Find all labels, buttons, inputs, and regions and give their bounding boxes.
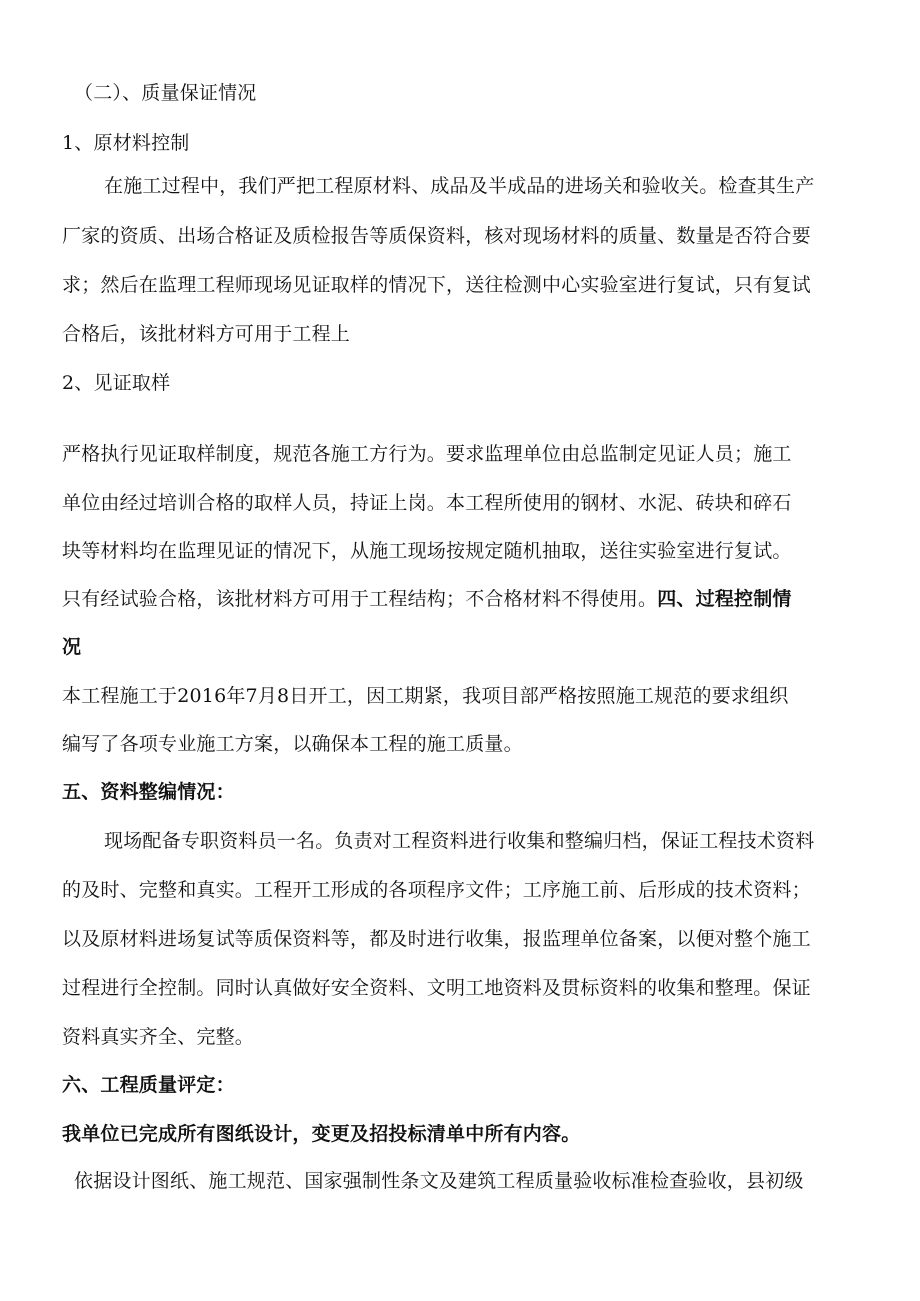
- subsection-1-paragraph-line: 在施工过程中，我们严把工程原材料、成品及半成品的进场关和验收关。检查其生产: [104, 175, 815, 197]
- section-5-paragraph-line: 以及原材料进场复试等质保资料等，都及时进行收集，报监理单位备案，以便对整个施工: [62, 928, 811, 950]
- section-4-paragraph-line: 本工程施工于2016年7月8日开工，因工期紧，我项目部严格按照施工规范的要求组织: [62, 685, 789, 707]
- subsection-2-last-line: [62, 586, 792, 612]
- section-4-heading-continued: 况: [62, 636, 82, 658]
- section-6-heading: 六、工程质量评定：: [62, 1074, 235, 1096]
- section-5-paragraph-line: 的及时、完整和真实。工程开工形成的各项程序文件；工序施工前、后形成的技术资料；: [62, 879, 811, 901]
- section-6-bold-statement: 我单位已完成所有图纸设计，变更及招投标清单中所有内容。: [62, 1123, 581, 1145]
- section-4-heading: 四、过程控制情: [657, 588, 792, 610]
- subsection-2-paragraph-line: 严格执行见证取样制度，规范各施工方行为。要求监理单位由总监制定见证人员；施工: [62, 443, 792, 465]
- subsection-2-paragraph-line: 单位由经过培训合格的取样人员，持证上岗。本工程所使用的钢材、水泥、砖块和碎石: [62, 492, 792, 514]
- section-5-paragraph-line: 现场配备专职资料员一名。负责对工程资料进行收集和整编归档，保证工程技术资料: [104, 830, 815, 852]
- section-5-paragraph-line: 资料真实齐全、完整。: [62, 1026, 255, 1048]
- subsection-2-paragraph-line: 只有经试验合格，该批材料方可用于工程结构；不合格材料不得使用。: [62, 588, 658, 610]
- section-6-paragraph-line: 依据设计图纸、施工规范、国家强制性条文及建筑工程质量验收标准检查验收，县初级: [74, 1170, 804, 1192]
- section-5-paragraph-line: 过程进行全控制。同时认真做好安全资料、文明工地资料及贯标资料的收集和整理。保证: [62, 977, 811, 999]
- section-5-heading: 五、资料整编情况：: [62, 781, 235, 803]
- subsection-1-paragraph-line: 求；然后在监理工程师现场见证取样的情况下，送往检测中心实验室进行复试，只有复试: [62, 274, 811, 296]
- subsection-1-paragraph-line: 合格后，该批材料方可用于工程上: [62, 323, 351, 345]
- subsection-1-paragraph-line: 厂家的资质、出场合格证及质检报告等质保资料，核对现场材料的质量、数量是否符合要: [62, 225, 811, 247]
- subsection-2-title: 2、见证取样: [62, 372, 171, 394]
- subsection-2-paragraph-line: 块等材料均在监理见证的情况下，从施工现场按规定随机抽取，送往实验室进行复试。: [62, 540, 792, 562]
- section-4-paragraph-line: 编写了各项专业施工方案，以确保本工程的施工质量。: [62, 733, 523, 755]
- section-2-heading: （二）、质量保证情况: [74, 82, 257, 104]
- subsection-1-title: 1、原材料控制: [62, 132, 190, 154]
